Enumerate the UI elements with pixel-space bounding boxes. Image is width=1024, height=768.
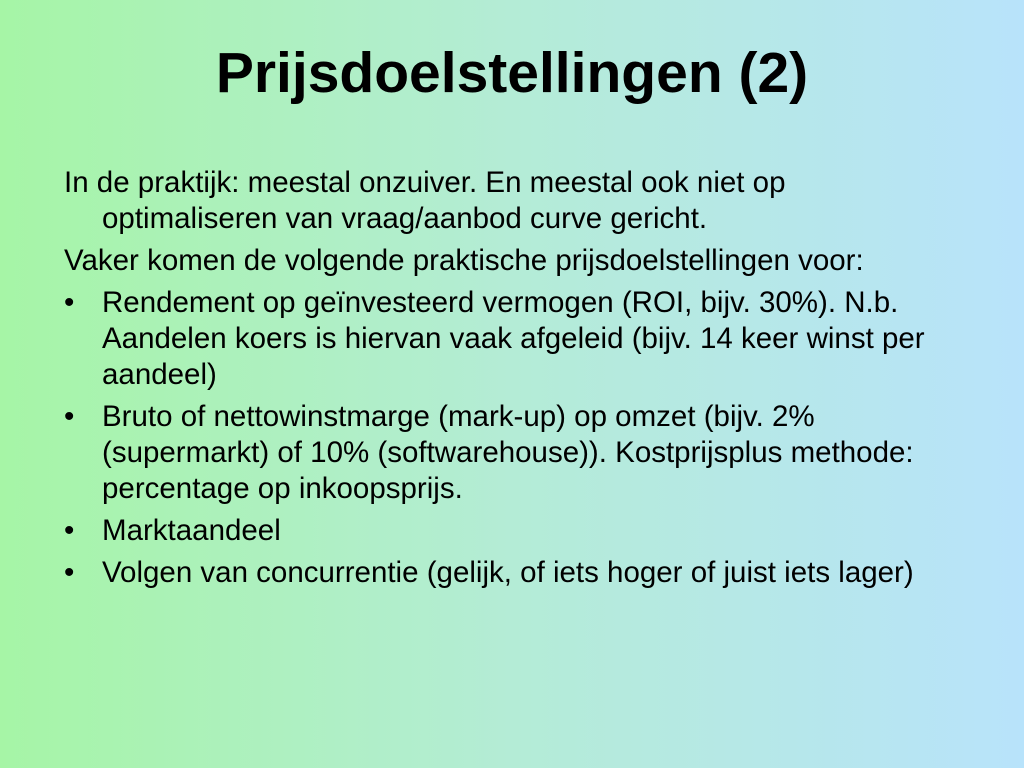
bullet-icon: • (64, 400, 75, 433)
bullet-item-competition (64, 555, 964, 591)
bullet-item-market-share (64, 513, 964, 549)
bullet-icon: • (64, 514, 75, 547)
slide-body (64, 165, 964, 597)
bullet-icon: • (64, 556, 75, 589)
bullet-text: Marktaandeel (102, 514, 281, 547)
bullet-item-margin (64, 399, 964, 507)
bullet-icon: • (64, 286, 75, 319)
slide-title: Prijsdoelstellingen (2) (215, 41, 809, 105)
body-paragraph-1: In de praktijk: meestal onzuiver. En meestal ook niet op optimaliseren van vraag/aanbod curve gericht. (64, 166, 786, 235)
bullet-text: Volgen van concurrentie (gelijk, of iets hoger of juist iets lager) (102, 556, 914, 589)
bullet-item-roi (64, 285, 964, 393)
body-paragraph-2: Vaker komen de volgende praktische prijsdoelstellingen voor: (64, 244, 864, 277)
bullet-text: Rendement op geïnvesteerd vermogen (ROI, bijv. 30%). N.b. Aandelen koers is hiervan vaak afgeleid (bijv. 14 keer winst per aandeel) (102, 286, 925, 391)
bullet-list (64, 285, 964, 591)
bullet-text: Bruto of nettowinstmarge (mark-up) op omzet (bijv. 2% (supermarkt) of 10% (softwarehouse)). Kostprijsplus methode: percentage op inkoopsprijs. (102, 400, 914, 505)
